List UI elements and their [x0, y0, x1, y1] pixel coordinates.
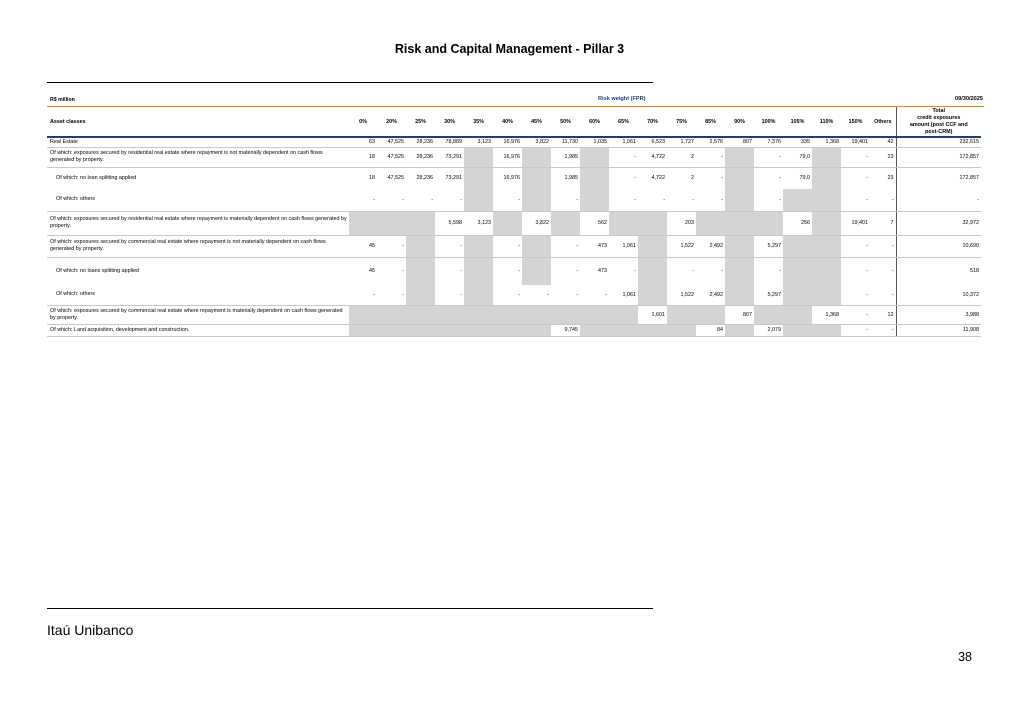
value-cell: - — [522, 285, 551, 305]
value-cell: - — [866, 268, 868, 275]
value-cell — [638, 257, 667, 285]
value-cell: 16,976 — [493, 137, 522, 147]
value-cell: 45 — [369, 268, 375, 275]
value-cell: 19,401 — [841, 211, 870, 235]
value-cell — [667, 324, 696, 336]
value-cell — [638, 235, 667, 257]
value-cell — [580, 189, 609, 211]
value-cell — [464, 305, 493, 324]
value-cell — [522, 147, 551, 167]
value-cell: - — [841, 147, 870, 167]
value-cell: 4,722 — [651, 175, 665, 182]
value-cell — [377, 211, 406, 235]
value-cell — [580, 147, 609, 167]
value-cell: - — [493, 235, 522, 257]
value-cell — [696, 305, 725, 324]
value-cell: 73,291 — [435, 147, 464, 167]
value-cell: 807 — [725, 137, 754, 147]
value-cell: 203 — [667, 211, 696, 235]
value-cell — [638, 211, 667, 235]
value-cell: 256 — [783, 211, 812, 235]
total-cell: 232,615 — [896, 137, 981, 147]
total-cell: - — [896, 189, 981, 211]
table-row — [47, 257, 981, 285]
value-cell — [406, 257, 435, 285]
value-cell: - — [721, 175, 723, 182]
value-cell: - — [576, 268, 578, 275]
value-cell: - — [754, 189, 783, 211]
value-cell: - — [493, 189, 522, 211]
total-header-line: credit exposures — [917, 114, 961, 121]
value-cell: 3,822 — [522, 137, 551, 147]
value-cell: 2,576 — [696, 137, 725, 147]
value-cell — [522, 167, 551, 189]
value-cell — [725, 235, 754, 257]
value-cell: 47,525 — [387, 175, 404, 182]
value-cell — [522, 257, 551, 285]
unit-label: R$ million — [50, 97, 75, 103]
value-cell: 2,492 — [696, 285, 725, 305]
value-cell: 5,297 — [754, 285, 783, 305]
value-cell: 3,123 — [464, 211, 493, 235]
value-cell — [464, 167, 493, 189]
value-cell: - — [580, 285, 609, 305]
value-cell: 11,730 — [551, 137, 580, 147]
value-cell: 807 — [725, 305, 754, 324]
value-cell — [580, 305, 609, 324]
value-cell — [609, 324, 638, 336]
table-body — [47, 137, 981, 336]
column-header: 45% — [531, 118, 542, 125]
value-cell: - — [551, 189, 580, 211]
column-header: 50% — [560, 118, 571, 125]
value-cell — [551, 305, 580, 324]
value-cell — [812, 189, 841, 211]
value-cell: - — [609, 189, 638, 211]
value-cell: - — [377, 285, 406, 305]
value-cell: 473 — [598, 268, 607, 275]
value-cell — [725, 324, 754, 336]
value-cell: 12 — [870, 305, 896, 324]
value-cell — [754, 211, 783, 235]
column-header: 100% — [761, 118, 776, 125]
value-cell — [522, 235, 551, 257]
value-cell: 1,522 — [667, 235, 696, 257]
value-cell — [349, 324, 377, 336]
value-cell — [377, 324, 406, 336]
header-rule — [47, 82, 653, 83]
value-cell — [667, 305, 696, 324]
value-cell — [725, 257, 754, 285]
value-cell: 1,727 — [667, 137, 696, 147]
value-cell: - — [841, 324, 870, 336]
value-cell: 23 — [870, 147, 896, 167]
value-cell: 2,492 — [696, 235, 725, 257]
value-cell: 18 — [369, 175, 375, 182]
value-cell — [464, 147, 493, 167]
value-cell: - — [634, 268, 636, 275]
value-cell — [725, 189, 754, 211]
value-cell — [522, 324, 551, 336]
value-cell: 1,985 — [564, 175, 578, 182]
value-cell: - — [841, 285, 870, 305]
risk-weight-label: Risk weight (FPR) — [598, 96, 646, 102]
value-cell: 63 — [349, 137, 377, 147]
value-cell — [812, 167, 841, 189]
value-cell: - — [634, 175, 636, 182]
row-label: Of which: exposures secured by commercial real estate where repayment is materially dependent on cash flows generated by property. — [47, 305, 349, 324]
value-cell — [464, 235, 493, 257]
value-cell — [522, 305, 551, 324]
value-cell: - — [870, 324, 896, 336]
total-cell: 172,857 — [896, 167, 981, 189]
total-header-line: Total — [932, 107, 945, 114]
value-cell: - — [754, 147, 783, 167]
total-cell: 11,908 — [896, 324, 981, 336]
value-cell: 1,061 — [609, 285, 638, 305]
value-cell — [725, 147, 754, 167]
value-cell — [638, 324, 667, 336]
value-cell — [464, 324, 493, 336]
table-header — [47, 107, 981, 137]
value-cell: 1,368 — [812, 305, 841, 324]
value-cell: 45 — [349, 235, 377, 257]
column-header: 40% — [502, 118, 513, 125]
value-cell — [435, 305, 464, 324]
value-cell — [812, 285, 841, 305]
value-cell — [493, 211, 522, 235]
column-header: 65% — [618, 118, 629, 125]
value-cell: - — [696, 147, 725, 167]
value-cell: 16,976 — [503, 175, 520, 182]
value-cell: - — [406, 189, 435, 211]
value-cell: 78,889 — [435, 137, 464, 147]
value-cell — [754, 305, 783, 324]
table-row — [47, 305, 981, 324]
total-cell: 518 — [896, 257, 981, 285]
page-number: 38 — [958, 650, 972, 664]
total-column-header — [896, 107, 981, 137]
value-cell: 28,236 — [416, 175, 433, 182]
value-cell: 1,601 — [638, 305, 667, 324]
column-header: 20% — [386, 118, 397, 125]
value-cell: 2 — [667, 147, 696, 167]
value-cell: 1,035 — [580, 137, 609, 147]
value-cell — [406, 285, 435, 305]
value-cell: - — [435, 235, 464, 257]
table-row — [47, 189, 981, 211]
column-header: 90% — [734, 118, 745, 125]
table-row — [47, 285, 981, 305]
value-cell — [464, 189, 493, 211]
value-cell: 47,525 — [377, 147, 406, 167]
value-cell — [638, 285, 667, 305]
value-cell: 23 — [887, 175, 894, 182]
value-cell: 335 — [783, 137, 812, 147]
value-cell: 1,985 — [551, 147, 580, 167]
value-cell: 1,061 — [609, 235, 638, 257]
value-cell: - — [377, 235, 406, 257]
column-header: 60% — [589, 118, 600, 125]
value-cell: 7,376 — [754, 137, 783, 147]
value-cell: 47,525 — [377, 137, 406, 147]
value-cell: 28,236 — [406, 137, 435, 147]
value-cell — [406, 235, 435, 257]
value-cell — [812, 147, 841, 167]
value-cell: - — [779, 268, 781, 275]
value-cell: 5,297 — [754, 235, 783, 257]
value-cell — [580, 167, 609, 189]
row-label: Of which: exposures secured by residential real estate where repayment is materially dependent on cash flows generated by property. — [47, 211, 349, 235]
value-cell: - — [779, 175, 781, 182]
value-cell: - — [551, 285, 580, 305]
value-cell: 5,598 — [435, 211, 464, 235]
value-cell: 1,522 — [667, 285, 696, 305]
value-cell: 2,079 — [754, 324, 783, 336]
value-cell — [609, 305, 638, 324]
value-cell — [493, 324, 522, 336]
value-cell: 6,523 — [638, 137, 667, 147]
value-cell: 473 — [580, 235, 609, 257]
value-cell — [696, 211, 725, 235]
value-cell: - — [692, 268, 694, 275]
row-label: Of which: Land acquisition, development and construction. — [47, 324, 349, 336]
value-cell — [551, 211, 580, 235]
footer-rule — [47, 608, 653, 609]
value-cell: 9,745 — [551, 324, 580, 336]
value-cell — [783, 305, 812, 324]
value-cell: - — [696, 189, 725, 211]
value-cell: - — [841, 189, 870, 211]
value-cell: 3,123 — [464, 137, 493, 147]
value-cell — [609, 211, 638, 235]
total-cell: 10,372 — [896, 285, 981, 305]
total-cell: 10,690 — [896, 235, 981, 257]
total-header-line: post-CRM) — [925, 128, 953, 135]
value-cell — [812, 211, 841, 235]
table-row — [47, 324, 981, 336]
value-cell — [783, 235, 812, 257]
column-header: 70% — [647, 118, 658, 125]
value-cell: 16,976 — [493, 147, 522, 167]
row-label: Of which: no loan splitting applied — [56, 174, 137, 181]
value-cell: 7 — [870, 211, 896, 235]
value-cell: - — [891, 268, 894, 275]
risk-weight-table — [47, 107, 981, 337]
value-cell: - — [638, 189, 667, 211]
value-cell: - — [402, 268, 404, 275]
value-cell — [725, 167, 754, 189]
value-cell: 42 — [870, 137, 896, 147]
column-header: 110% — [819, 118, 834, 125]
value-cell — [783, 324, 812, 336]
value-cell — [349, 211, 377, 235]
value-cell: - — [841, 305, 870, 324]
value-cell — [435, 324, 464, 336]
total-cell: 172,857 — [896, 147, 981, 167]
value-cell: 1,061 — [609, 137, 638, 147]
value-cell — [377, 305, 406, 324]
footer-brand: Itaú Unibanco — [47, 622, 134, 638]
value-cell — [464, 257, 493, 285]
value-cell — [812, 324, 841, 336]
value-cell — [812, 257, 841, 285]
row-label: Of which: no loans splitting applied — [56, 267, 140, 274]
column-header: Others — [874, 118, 892, 125]
value-cell — [406, 305, 435, 324]
value-cell: - — [493, 285, 522, 305]
value-cell — [812, 235, 841, 257]
column-header: 30% — [444, 118, 455, 125]
value-cell: - — [870, 189, 896, 211]
value-cell: - — [377, 189, 406, 211]
column-header: 25% — [415, 118, 426, 125]
total-cell: 32,972 — [896, 211, 981, 235]
value-cell: 2 — [691, 175, 694, 182]
value-cell — [522, 189, 551, 211]
value-cell — [464, 285, 493, 305]
value-cell: - — [721, 268, 723, 275]
table-row — [47, 147, 981, 167]
value-cell: - — [349, 189, 377, 211]
value-cell: 18 — [349, 147, 377, 167]
value-cell: 1,368 — [812, 137, 841, 147]
value-cell — [725, 211, 754, 235]
table-row — [47, 137, 981, 147]
value-cell: 79,0 — [783, 147, 812, 167]
total-cell: 3,988 — [896, 305, 981, 324]
column-header: 35% — [473, 118, 484, 125]
row-label: Of which: exposures secured by commercial real estate where repayment is not materially dependent on cash flows generated by property. — [47, 235, 349, 257]
value-cell — [406, 211, 435, 235]
value-cell — [783, 189, 812, 211]
value-cell: - — [870, 285, 896, 305]
value-cell: - — [609, 147, 638, 167]
column-header: 150% — [848, 118, 863, 125]
value-cell: - — [667, 189, 696, 211]
value-cell: 28,236 — [406, 147, 435, 167]
value-cell: - — [435, 189, 464, 211]
value-cell: - — [551, 235, 580, 257]
row-label: Of which: others — [47, 189, 349, 211]
column-header: 75% — [676, 118, 687, 125]
table-row — [47, 235, 981, 257]
asset-classes-header: Asset classes — [50, 118, 86, 125]
row-label: Of which: others — [47, 285, 349, 305]
value-cell: 562 — [580, 211, 609, 235]
value-cell: - — [866, 175, 868, 182]
value-cell — [783, 257, 812, 285]
value-cell: 79,0 — [799, 175, 810, 182]
value-cell: 3,822 — [522, 211, 551, 235]
value-cell: - — [460, 268, 462, 275]
total-header-line: amount (post CCF and — [909, 121, 968, 128]
value-cell: - — [841, 235, 870, 257]
reference-date: 09/30/2025 — [955, 96, 983, 102]
value-cell: - — [870, 235, 896, 257]
value-cell — [406, 324, 435, 336]
value-cell — [580, 324, 609, 336]
value-cell: - — [518, 268, 520, 275]
value-cell — [349, 305, 377, 324]
value-cell — [493, 305, 522, 324]
row-label: Of which: exposures secured by residential real estate where repayment is not materially dependent on cash flows generated by property. — [47, 147, 349, 167]
value-cell: 4,722 — [638, 147, 667, 167]
value-cell — [725, 285, 754, 305]
value-cell: 19,401 — [841, 137, 870, 147]
row-label: Real Estate — [47, 137, 349, 147]
table-row — [47, 211, 981, 235]
value-cell — [783, 285, 812, 305]
value-cell: - — [435, 285, 464, 305]
page-title: Risk and Capital Management - Pillar 3 — [394, 42, 625, 56]
column-header: 0% — [359, 118, 367, 125]
value-cell: - — [349, 285, 377, 305]
column-header: 85% — [705, 118, 716, 125]
value-cell: 84 — [696, 324, 725, 336]
value-cell: 73,291 — [445, 175, 462, 182]
column-header: 105% — [790, 118, 805, 125]
table-row — [47, 167, 981, 189]
